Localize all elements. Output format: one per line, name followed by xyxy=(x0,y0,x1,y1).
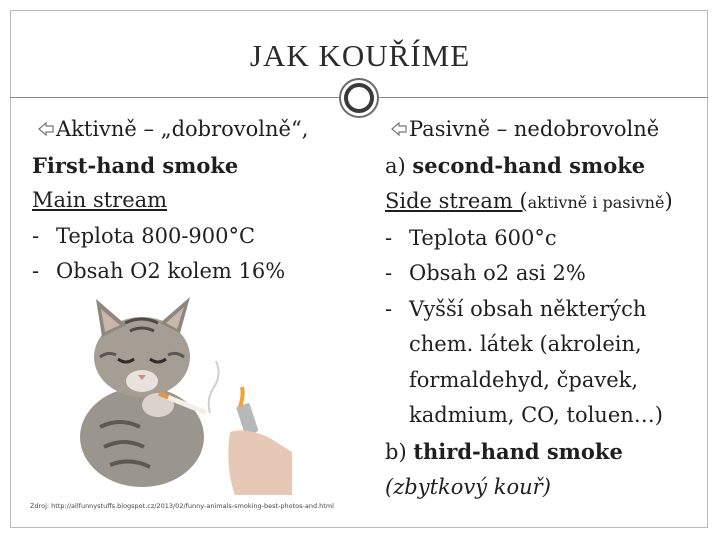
right-item: - Obsah o2 asi 2% xyxy=(385,261,586,285)
right-stream-label: Side stream (aktivně i pasivně) xyxy=(385,189,673,213)
right-item-continuation: kadmium, CO, toluen…) xyxy=(409,403,663,427)
right-item: - Teplota 600°c xyxy=(385,225,557,250)
left-item: - Teplota 800-900°C xyxy=(32,223,256,248)
right-note: (zbytkový kouř) xyxy=(385,475,551,499)
photo-source-caption: Zdroj: http://allfunnystuffs.blogspot.cz/2013/02/funny-animals-smoking-best-photos-and.html xyxy=(30,502,334,510)
right-subheading-b: b) third-hand smoke xyxy=(385,438,623,464)
right-column xyxy=(385,112,705,506)
left-heading: Aktivně – „dobrovolně“, xyxy=(32,112,342,148)
left-item: - Obsah O2 kolem 16% xyxy=(32,259,286,283)
left-stream-label: Main stream xyxy=(32,188,168,212)
divider-ring-ornament xyxy=(339,78,379,118)
bullet-icon xyxy=(391,122,407,136)
right-subheading-a: a) second-hand smoke xyxy=(385,152,646,178)
right-heading: Pasivně – nedobrovolně xyxy=(385,112,705,148)
left-column xyxy=(32,112,342,290)
slide-title: JAK KOUŘÍME xyxy=(249,38,471,73)
right-item-continuation: chem. látek (akrolein, xyxy=(409,332,642,356)
bullet-icon xyxy=(38,122,54,136)
right-item-continuation: formaldehyd, čpavek, xyxy=(409,367,639,392)
left-subheading: First-hand smoke xyxy=(32,152,239,178)
kitten-smoking-photo xyxy=(30,287,292,495)
right-item: - Vyšší obsah některých xyxy=(385,296,647,321)
